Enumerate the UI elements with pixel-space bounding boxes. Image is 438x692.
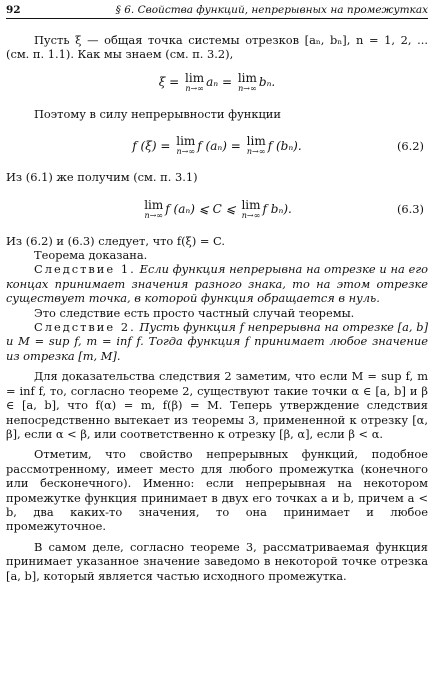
limit-text: lim [144, 197, 164, 212]
limit-subscript: n→∞ [144, 210, 163, 220]
corollary-label: Следствие 2. [34, 320, 136, 335]
formula-part: f (bₙ). [267, 138, 302, 153]
paragraph-6: Это следствие есть просто частный случай теоремы. [34, 305, 355, 320]
limit-subscript: n→∞ [246, 147, 266, 157]
equation-number: (6.3) [396, 202, 424, 217]
running-header [6, 4, 428, 19]
formula-part: aₙ = [206, 75, 232, 90]
limit-operator [144, 199, 163, 220]
limit-text: lim [237, 70, 257, 85]
formula-xi-limit [6, 72, 428, 93]
corollary-text: Пусть функция f непрерывна на отрезке [a, b] и M = sup f, m = inf f. Тогда функция f принимает любое значение из отрезка [m, M]. [6, 320, 429, 363]
page-number: 92 [6, 4, 21, 16]
limit-subscript: n→∞ [238, 83, 257, 93]
limit-operator [176, 135, 195, 156]
equation-number: (6.2) [396, 138, 424, 153]
limit-text: lim [246, 134, 266, 149]
formula-part: f bₙ). [262, 202, 292, 217]
paragraph-3: Из (6.1) же получим (см. п. 3.1) [6, 170, 198, 185]
book-page [0, 4, 438, 692]
limit-operator [185, 72, 204, 93]
paragraph-9: В самом деле, согласно теореме 3, рассматриваемая функция принимает указанное значение заведомо в некоторой точке отрезка [a, b], который является частью исходного промежутка. [6, 539, 428, 583]
limit-text: lim [185, 70, 205, 85]
limit-operator [241, 199, 260, 220]
paragraph-4: Из (6.2) и (6.3) следует, что f(ξ) = C. [6, 233, 225, 248]
limit-operator [247, 135, 266, 156]
corollary-text: Если функция непрерывна на отрезке и на его концах принимает значения разного знака, то на этом отрезке существует точка, в которой функция обращается в нуль. [6, 262, 429, 306]
formula-part: ξ = [158, 75, 180, 90]
limit-operator [238, 72, 257, 93]
formula-part: f (aₙ) ⩽ C ⩽ [165, 202, 236, 217]
formula-part: f (ξ) = [132, 138, 171, 153]
paragraph-8: Отметим, что свойство непрерывных функций, подобное рассмотренному, имеет место для любого промежутка (конечного или бесконечного). Именно: если непрерывная на некотором промежутке функция принимает в двух его точках a и b, причем a < b, два каких-то значения, то она принимает и любое промежуточное. [6, 447, 428, 534]
formula-6-2 [6, 135, 428, 156]
limit-subscript: n→∞ [176, 147, 196, 157]
corollary-2 [6, 320, 428, 363]
limit-text: lim [241, 197, 261, 212]
corollary-1 [6, 262, 428, 305]
limit-subscript: n→∞ [185, 83, 204, 93]
paragraph-7: Для доказательства следствия 2 заметим, что если M = sup f, m = inf f, то, согласно теореме 2, существуют такие точки α ∈ [a, b] и β ∈ [a, b], что f(α) = m, f(β) = M. Теперь утверждение следствия непосредственно вытекает из теоремы 3, примененной к отрезку [α, β], если α < β, или соответственно к отрезку [β, α], если β < α. [6, 369, 428, 441]
limit-subscript: n→∞ [241, 210, 261, 220]
formula-6-3 [6, 199, 428, 220]
formula-part: f (aₙ) = [197, 138, 241, 153]
header-title: § 6. Свойства функций, непрерывных на промежутках [115, 4, 428, 16]
formula-part: bₙ. [258, 75, 276, 90]
paragraph-1: Пусть ξ — общая точка системы отрезков [aₙ, bₙ], n = 1, 2, ... (см. п. 1.1). Как мы знаем (см. п. 3.2), [6, 33, 428, 62]
paragraph-2: Поэтому в силу непрерывности функции [34, 106, 281, 121]
corollary-label: Следствие 1. [34, 262, 136, 277]
limit-text: lim [176, 134, 196, 149]
paragraph-5: Теорема доказана. [34, 248, 148, 263]
